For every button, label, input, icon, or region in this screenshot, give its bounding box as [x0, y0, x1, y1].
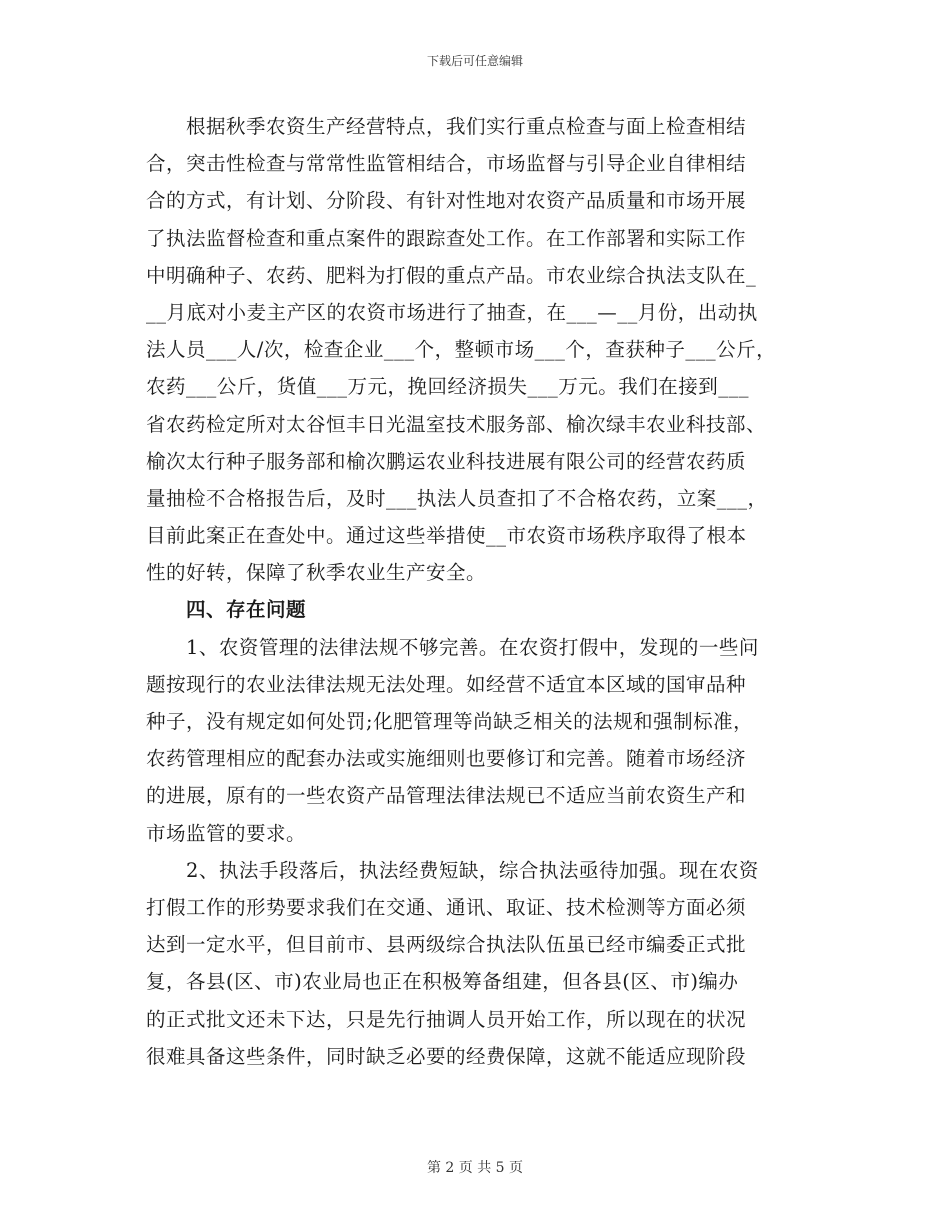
page-header: 下载后可任意编辑: [426, 54, 523, 68]
text-line: 量抽检不合格报告后，及时___执法人员查扣了不合格农药，立案___，: [146, 486, 768, 510]
text-line: 合，突击性检查与常常性监管相结合，市场监督与引导企业自律相结: [146, 152, 747, 176]
text-line: 市场监管的要求。: [146, 821, 307, 845]
text-line: 达到一定水平，但目前市、县两级综合执法队伍虽已经市编委正式批: [146, 933, 747, 957]
text-line: __月底对小麦主产区的农资市场进行了抽查，在___—__月份，出动执: [146, 300, 758, 324]
text-line: 2、执法手段落后，执法经费短缺，综合执法亟待加强。现在农资: [146, 858, 759, 882]
text-line: 1、农资管理的法律法规不够完善。在农资打假中，发现的一些问: [146, 635, 759, 659]
text-line: 的进展，原有的一些农资产品管理法律法规已不适应当前农资生产和: [146, 784, 747, 808]
text-line: 中明确种子、农药、肥料为打假的重点产品。市农业综合执法支队在_: [146, 263, 757, 287]
text-line: 榆次太行种子服务部和榆次鹏运农业科技进展有限公司的经营农药质: [146, 449, 747, 473]
text-line: 的正式批文还未下达，只是先行抽调人员开始工作，所以现在的状况: [146, 1007, 747, 1031]
text-line: 合的方式，有计划、分阶段、有针对性地对农资产品质量和市场开展: [146, 189, 747, 213]
text-line: 根据秋季农资生产经营特点，我们实行重点检查与面上检查相结: [146, 115, 747, 138]
text-line: 农药管理相应的配套办法或实施细则也要修订和完善。随着市场经济: [146, 747, 747, 771]
section-heading: 四、存在问题: [146, 598, 307, 622]
text-line: 农药___公斤，货值___万元，挽回经济损失___万元。我们在接到___: [146, 375, 750, 399]
text-line: 种子，没有规定如何处罚;化肥管理等尚缺乏相关的法规和强制标准，: [146, 710, 754, 733]
text-line: 目前此案正在查处中。通过这些举措使__市农资市场秩序取得了根本: [146, 524, 747, 548]
text-line: 省农药检定所对太谷恒丰日光温室技术服务部、榆次绿丰农业科技部、: [146, 412, 767, 436]
text-line: 了执法监督检查和重点案件的跟踪查处工作。在工作部署和实际工作: [146, 226, 747, 250]
text-line: 打假工作的形势要求我们在交通、通讯、取证、技术检测等方面必须: [146, 895, 747, 919]
text-line: 很难具备这些条件，同时缺乏必要的经费保障，这就不能适应现阶段: [146, 1044, 747, 1068]
document-body: [146, 108, 814, 1075]
text-line: 复，各县(区、市)农业局也正在积极筹备组建，但各县(区、市)编办: [146, 970, 739, 994]
text-line: 法人员___人/次，检查企业___个，整顿市场___个，查获种子___公斤，: [146, 338, 777, 362]
text-line: 性的好转，保障了秋季农业生产安全。: [146, 561, 487, 585]
page-footer: 第 2 页 共 5 页: [426, 1160, 524, 1176]
text-line: 题按现行的农业法律法规无法处理。如经营不适宜本区域的国审品种: [146, 672, 747, 696]
